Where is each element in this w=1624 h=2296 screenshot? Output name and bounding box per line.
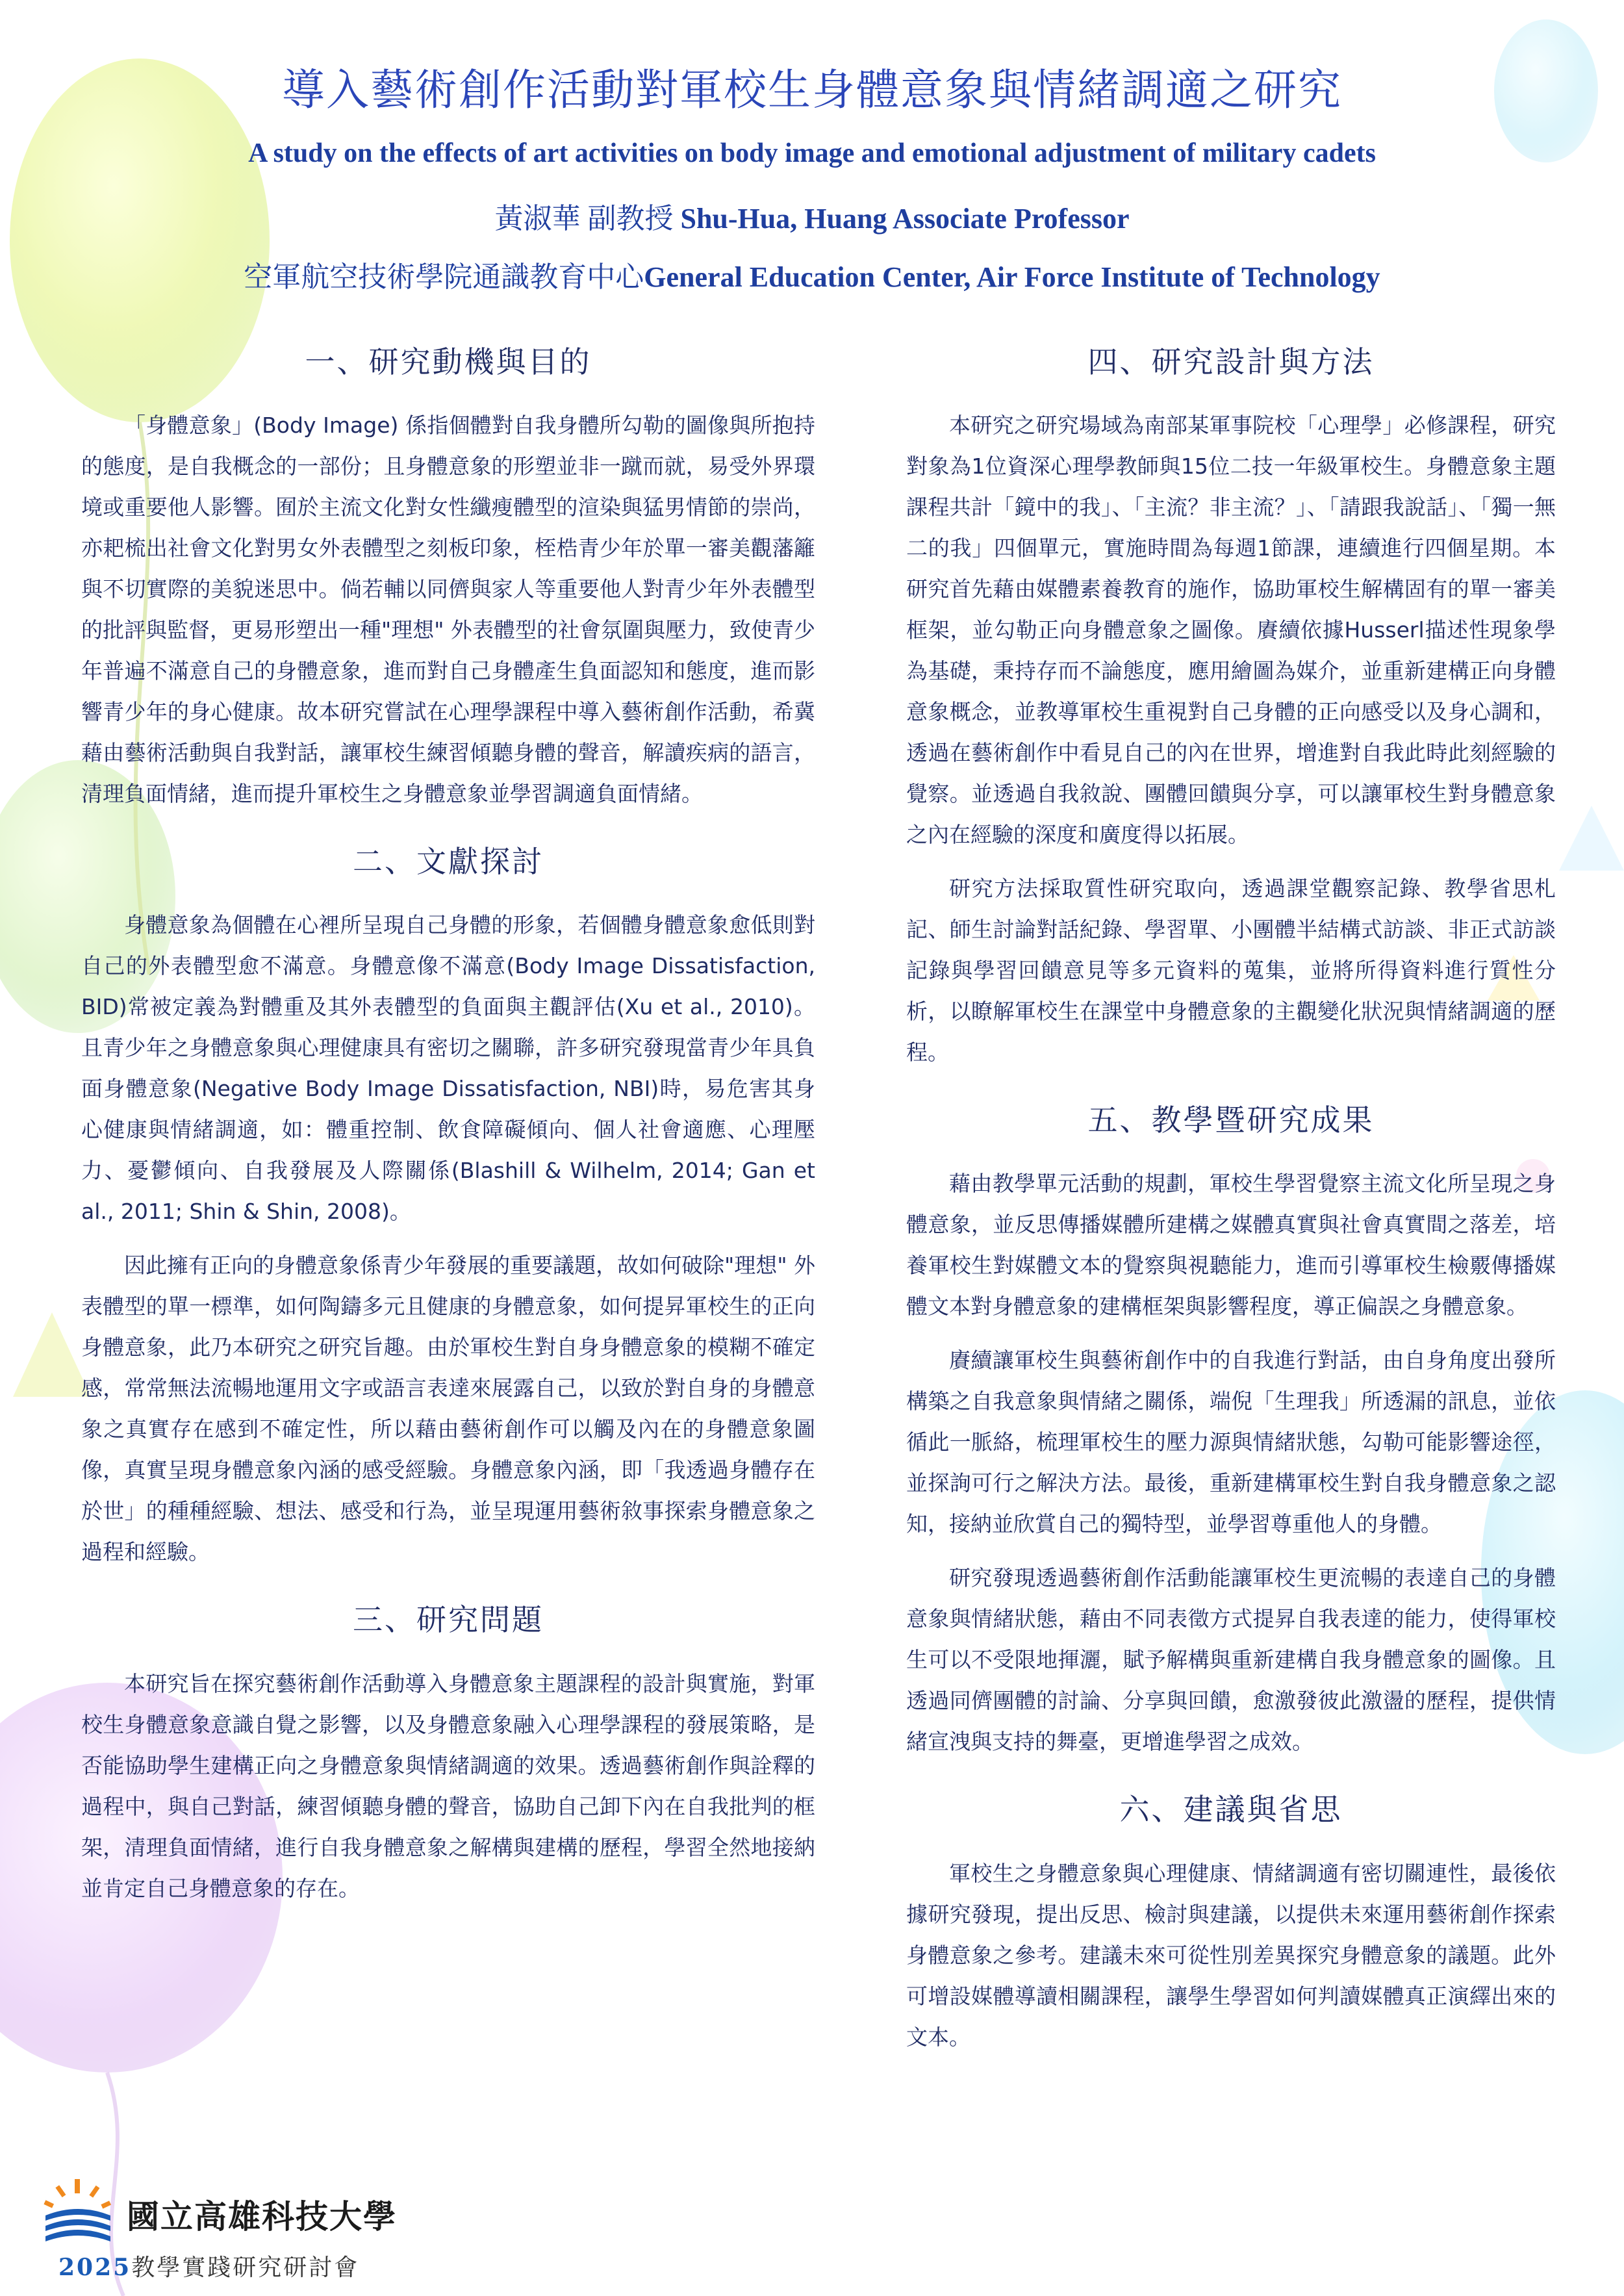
university-name: 國立高雄科技大學 [127, 2198, 397, 2236]
right-column [906, 344, 1556, 2071]
section-heading-literature: 二、文獻探討 [353, 844, 544, 880]
section-paragraph: 身體意象為個體在心裡所呈現自己身體的形象，若個體身體意象愈低則對自己的外表體型愈不滿意。身體意像不滿意(Body Image Dissatisfaction, BID)常被定義為對體重及其外表體型的負面與主觀評估(Xu et al., 2010)。且青少年之身體意象與心理健康具有密切之關聯，許多研究發現當青少年具負面身體意象(Negative Body Image Dissatisfaction, NBI)時，易危害其身心健康與情緒調適，如：體重控制、飲食障礙傾向、個人社會適應、心理壓力、憂鬱傾向、自我發展及人際關係(Blashill & Wilhelm, 2014; Gan et al., 2011; Shin & Shin, 2008)。 [81, 912, 815, 1225]
section-heading-results: 五、教學暨研究成果 [1087, 1103, 1375, 1138]
left-column [81, 344, 815, 1922]
affiliation-line [0, 253, 1624, 295]
conference-year: 2025 [58, 2254, 132, 2281]
section-heading-suggestions: 六、建議與省思 [1119, 1792, 1343, 1828]
section-paragraph: 軍校生之身體意象與心理健康、情緒調適有密切關連性，最後依據研究發現，提出反思、檢討與建議，以提供未來運用藝術創作探索身體意象之參考。建議未來可從性別差異探究身體意象的議題。此外可增設媒體導讀相關課程，讓學生學習如何判讀媒體真正演繹出來的文本。 [906, 1860, 1556, 2050]
section-heading-method: 四、研究設計與方法 [1087, 344, 1375, 379]
section-heading-motivation: 一、研究動機與目的 [305, 344, 592, 379]
poster-title: 導入藝術創作活動對軍校生身體意象與情緒調適之研究 [282, 65, 1342, 115]
university-logo [39, 2176, 494, 2287]
conference-name: 教學實踐研究研討會 [131, 2254, 360, 2281]
section-paragraph: 「身體意象」(Body Image) 係指個體對自我身體所勾勒的圖像與所抱持的態度，是自我概念的一部份；且身體意象的形塑並非一蹴而就，易受外界環境或重要他人影響。囿於主流文化對女性纖瘦體型的渲染與猛男情節的崇尚，亦耙梳出社會文化對男女外表體型之刻板印象，桎梏青少年於單一審美觀藩籬與不切實際的美貌迷思中。倘若輔以同儕與家人等重要他人對青少年外表體型的批評與監督，更易形塑出一種"理想" 外表體型的社會氛圍與壓力，致使青少年普遍不滿意自己的身體意象，進而對自己身體產生負面認知和態度，進而影響青少年的身心健康。故本研究嘗試在心理學課程中導入藝術創作活動，希冀藉由藝術活動與自我對話，讓軍校生練習傾聽身體的聲音，解讀疾病的語言，清理負面情緒，進而提升軍校生之身體意象並學習調適負面情緒。 [81, 413, 815, 807]
section-paragraph: 本研究之研究場域為南部某軍事院校「心理學」必修課程，研究對象為1位資深心理學教師與15位二技一年級軍校生。身體意象主題課程共計「鏡中的我」、「主流？非主流？」、「請跟我說話」、「獨一無二的我」四個單元，實施時間為每週1節課，連續進行四個星期。本研究首先藉由媒體素養教育的施作，協助軍校生解構固有的單一審美框架，並勾勒正向身體意象之圖像。賡續依據Husserl描述性現象學為基礎，秉持存而不論態度，應用繪圖為媒介，並重新建構正向身體意象概念，並教導軍校生重視對自己身體的正向感受以及身心調和，透過在藝術創作中看見自己的內在世界，增進對自我此時此刻經驗的覺察。並透過自我敘說、團體回饋與分享，可以讓軍校生對身體意象之內在經驗的深度和廣度得以拓展。 [906, 413, 1556, 848]
section-paragraph: 研究發現透過藝術創作活動能讓軍校生更流暢的表達自己的身體意象與情緒狀態，藉由不同表徵方式提昇自我表達的能力，使得軍校生可以不受限地揮灑，賦予解構與重新建構自我身體意象的圖像。且透過同儕團體的討論、分享與回饋，愈激發彼此激盪的歷程，提供情緒宣洩與支持的舞臺，更增進學習之成效。 [906, 1565, 1556, 1755]
author-name-zh: 黃淑華 副教授 [494, 203, 681, 235]
conference-label [58, 2249, 359, 2282]
poster-subtitle: A study on the effects of art activities on body image and emotional adjustment of military cadets [248, 138, 1376, 168]
university-emblem-icon [39, 2176, 117, 2248]
author-name-en: Shu-Hua, Huang Associate Professor [680, 203, 1130, 235]
section-paragraph: 賡續讓軍校生與藝術創作中的自我進行對話，由自身角度出發所構築之自我意象與情緒之關係，端倪「生理我」所透漏的訊息，並依循此一脈絡，梳理軍校生的壓力源與情緒狀態，勾勒可能影響途徑，並探詢可行之解決方法。最後，重新建構軍校生對自我身體意象之認知，接納並欣賞自己的獨特型，並學習尊重他人的身體。 [906, 1347, 1556, 1537]
section-paragraph: 因此擁有正向的身體意象係青少年發展的重要議題，故如何破除"理想" 外表體型的單一標準，如何陶鑄多元且健康的身體意象，如何提昇軍校生的正向身體意象，此乃本研究之研究旨趣。由於軍校生對自身身體意象的模糊不確定感，常常無法流暢地運用文字或語言表達來展露自己，以致於對自身的身體意象之真實存在感到不確定性，所以藉由藝術創作可以觸及內在的身體意象圖像，真實呈現身體意象內涵的感受經驗。身體意象內涵，即「我透過身體存在於世」的種種經驗、想法、感受和行為，並呈現運用藝術敘事探索身體意象之過程和經驗。 [81, 1253, 815, 1565]
affiliation-en: General Education Center, Air Force Institute of Technology [644, 261, 1380, 293]
section-paragraph: 研究方法採取質性研究取向，透過課堂觀察記錄、教學省思札記、師生討論對話紀錄、學習單、小團體半結構式訪談、非正式訪談記錄與學習回饋意見等多元資料的蒐集，並將所得資料進行質性分析，以瞭解軍校生在課堂中身體意象的主觀變化狀況與情緒調適的歷程。 [906, 876, 1556, 1065]
author-line [0, 195, 1624, 236]
affiliation-zh: 空軍航空技術學院通識教育中心 [244, 261, 644, 293]
section-paragraph: 本研究旨在探究藝術創作活動導入身體意象主題課程的設計與實施，對軍校生身體意象意識自覺之影響，以及身體意象融入心理學課程的發展策略，是否能協助學生建構正向之身體意象與情緒調適的效果。透過藝術創作與詮釋的過程中，與自己對話，練習傾聽身體的聲音，協助自己卸下內在自我批判的框架，清理負面情緒，進行自我身體意象之解構與建構的歷程，學習全然地接納並肯定自己身體意象的存在。 [81, 1670, 815, 1901]
section-paragraph: 藉由教學單元活動的規劃，軍校生學習覺察主流文化所呈現之身體意象，並反思傳播媒體所建構之媒體真實與社會真實間之落差，培養軍校生對媒體文本的覺察與視聽能力，進而引導軍校生檢覈傳播媒體文本對身體意象的建構框架與影響程度，導正偏誤之身體意象。 [906, 1171, 1556, 1320]
section-heading-questions: 三、研究問題 [353, 1602, 544, 1638]
